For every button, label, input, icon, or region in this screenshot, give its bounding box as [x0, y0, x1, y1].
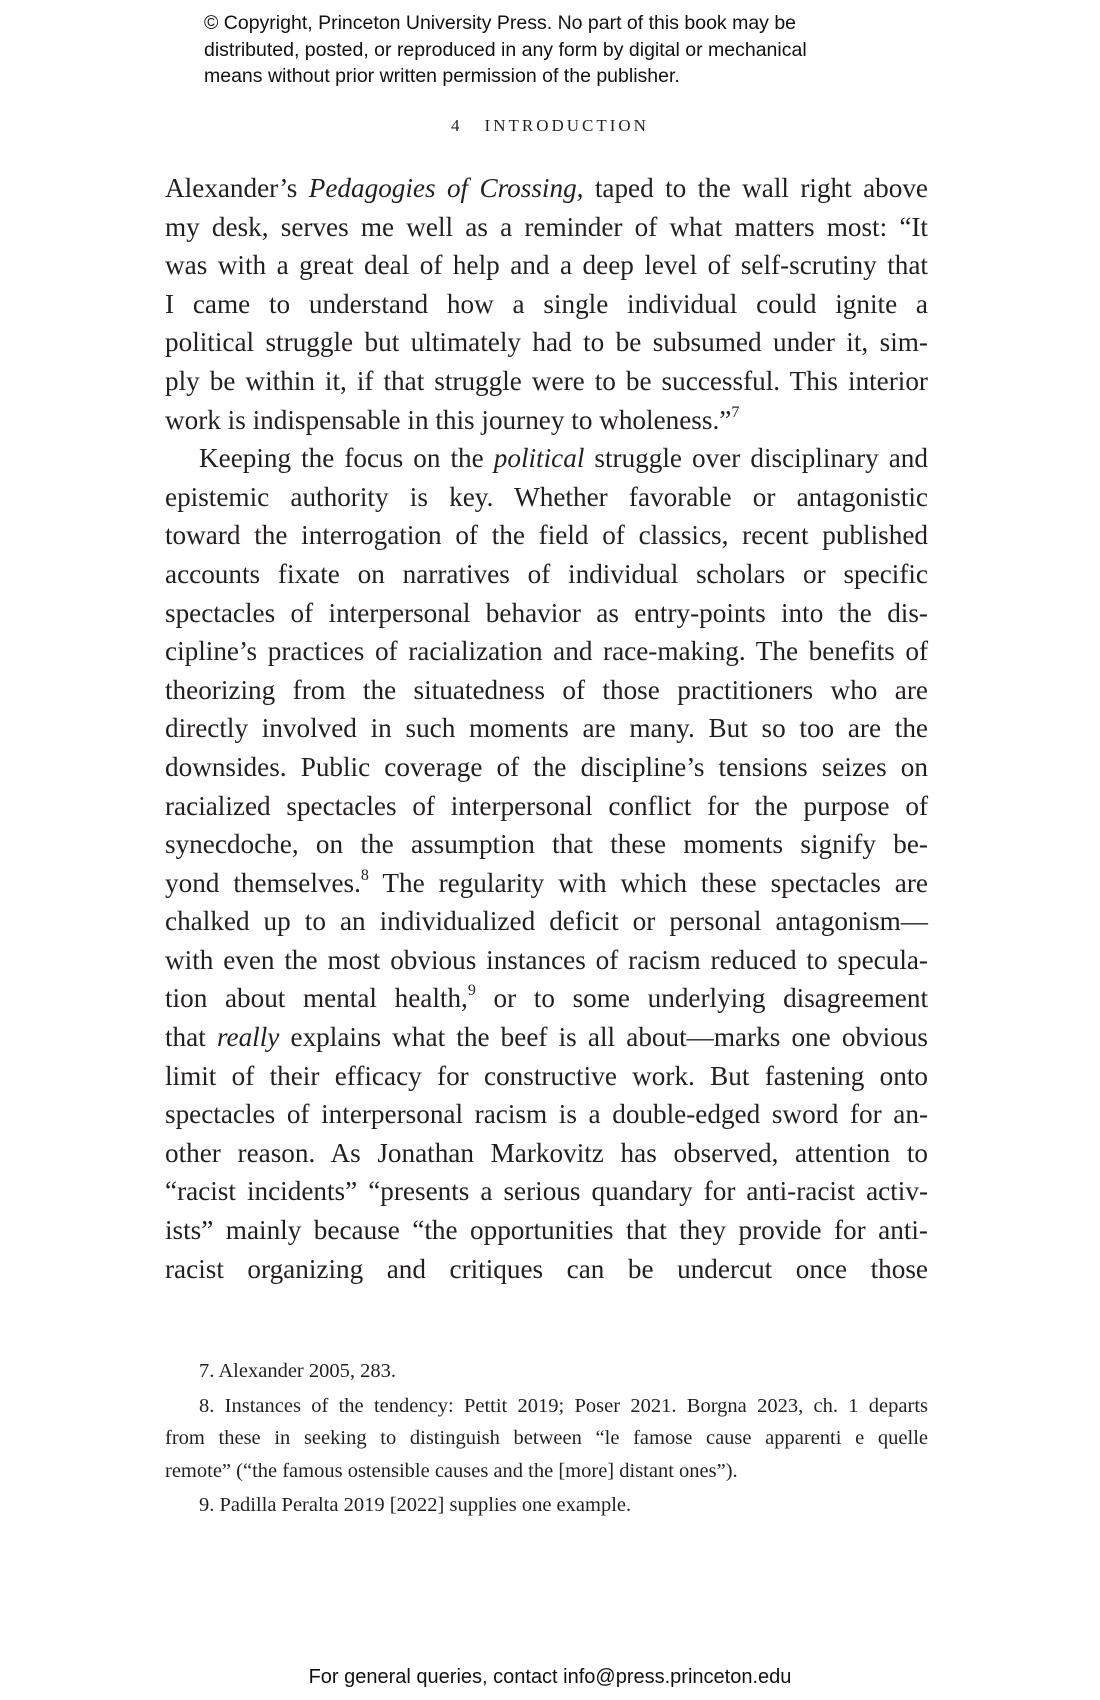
- footnote-ref-9: 9: [467, 982, 476, 1000]
- footnote-line: remote” (“the famous ostensible causes and the [more] distant ones”).: [165, 1459, 738, 1482]
- body-text: [165, 169, 928, 1288]
- text-line: theorizing from the situatedness of those practitioners who are: [165, 674, 928, 705]
- text-line: work is indispensable in this journey to wholeness.”$^7$: [165, 403, 740, 435]
- text-line: was with a great deal of help and a deep level of self-scrutiny that: [165, 250, 928, 281]
- text-line: that really explains what the beef is all about—marks one obvious: [165, 1022, 928, 1053]
- text-line: Alexander’s Pedagogies of Crossing, taped to the wall right above: [165, 173, 928, 203]
- copyright-line-2: distributed, posted, or reproduced in any form by digital or mechanical: [204, 38, 807, 61]
- footnote-line: 8. Instances of the tendency: Pettit 2019; Poser 2021. Borgna 2023, ch. 1 departs: [199, 1394, 928, 1417]
- text-line: cipline’s practices of racialization and race-making. The benefits of: [165, 636, 928, 667]
- text-line: my desk, serves me well as a reminder of what matters most: “It: [165, 211, 928, 242]
- paragraph-2: [165, 439, 928, 1288]
- italic-title: Pedagogies of Crossing,: [308, 173, 584, 203]
- footnote-7: [165, 1355, 928, 1388]
- text-line: ists” mainly because “the opportunities that they provide for anti-: [165, 1215, 928, 1246]
- footnote-line: 9. Padilla Peralta 2019 [2022] supplies one example.: [199, 1494, 632, 1516]
- text-line: spectacles of interpersonal racism is a double-edged sword for an-: [165, 1099, 928, 1130]
- text-line: racist organizing and critiques can be undercut once those: [165, 1253, 928, 1284]
- text-line: racialized spectacles of interpersonal conflict for the purpose of: [165, 790, 928, 821]
- text-line: with even the most obvious instances of racism reduced to specula-: [165, 944, 928, 975]
- copyright-notice: [204, 10, 924, 90]
- text-line: other reason. As Jonathan Markovitz has observed, attention to: [165, 1137, 928, 1168]
- page-number: 4: [451, 116, 463, 135]
- text-line: Keeping the focus on the political struggle over disciplinary and: [199, 443, 928, 474]
- text-line: political struggle but ultimately had to be subsumed under it, sim-: [165, 327, 928, 358]
- footnote-8: [165, 1390, 928, 1488]
- text-line: directly involved in such moments are many. But so too are the: [165, 713, 928, 744]
- footnote-line: 7. Alexander 2005, 283.: [199, 1360, 396, 1382]
- text-line: yond themselves.$^8$ The regularity with which these spectacles are: [165, 866, 928, 898]
- running-head: [0, 116, 1100, 136]
- italic-word: political: [493, 443, 585, 474]
- text-line: “racist incidents” “presents a serious quandary for anti-racist activ-: [165, 1176, 928, 1207]
- text-line: chalked up to an individualized deficit or personal antagonism—: [165, 906, 928, 937]
- text-line: synecdoche, on the assumption that these moments signify be-: [165, 829, 928, 860]
- text-line: limit of their efficacy for constructive work. But fastening onto: [165, 1060, 928, 1091]
- footer-contact: For general queries, contact info@press.princeton.edu: [308, 1666, 792, 1688]
- text-line: downsides. Public coverage of the discipline’s tensions seizes on: [165, 751, 928, 782]
- copyright-line-1: © Copyright, Princeton University Press. No part of this book may be: [204, 12, 797, 34]
- running-head-title: INTRODUCTION: [484, 116, 649, 135]
- text-line: spectacles of interpersonal behavior as entry-points into the dis-: [165, 597, 928, 628]
- footnotes: [165, 1355, 928, 1524]
- copyright-line-3: means without prior written permission of the publisher.: [204, 65, 680, 87]
- text-line: toward the interrogation of the field of classics, recent published: [165, 520, 928, 551]
- footnote-9: [165, 1489, 928, 1522]
- text-line: accounts fixate on narratives of individual scholars or specific: [165, 558, 928, 589]
- text-line: ply be within it, if that struggle were to be successful. This interior: [165, 365, 928, 396]
- text-line: tion about mental health,$^9$ or to some underlying disagreement: [165, 982, 929, 1014]
- paragraph-1: [165, 169, 928, 439]
- footnote-ref-7: 7: [731, 403, 740, 421]
- text-line: I came to understand how a single individual could ignite a: [165, 288, 928, 319]
- italic-word: really: [216, 1022, 280, 1053]
- text-line: epistemic authority is key. Whether favorable or antagonistic: [165, 481, 928, 512]
- footnote-ref-8: 8: [360, 866, 369, 884]
- footnote-line: from these in seeking to distinguish between “le famose cause apparenti e quelle: [165, 1427, 928, 1449]
